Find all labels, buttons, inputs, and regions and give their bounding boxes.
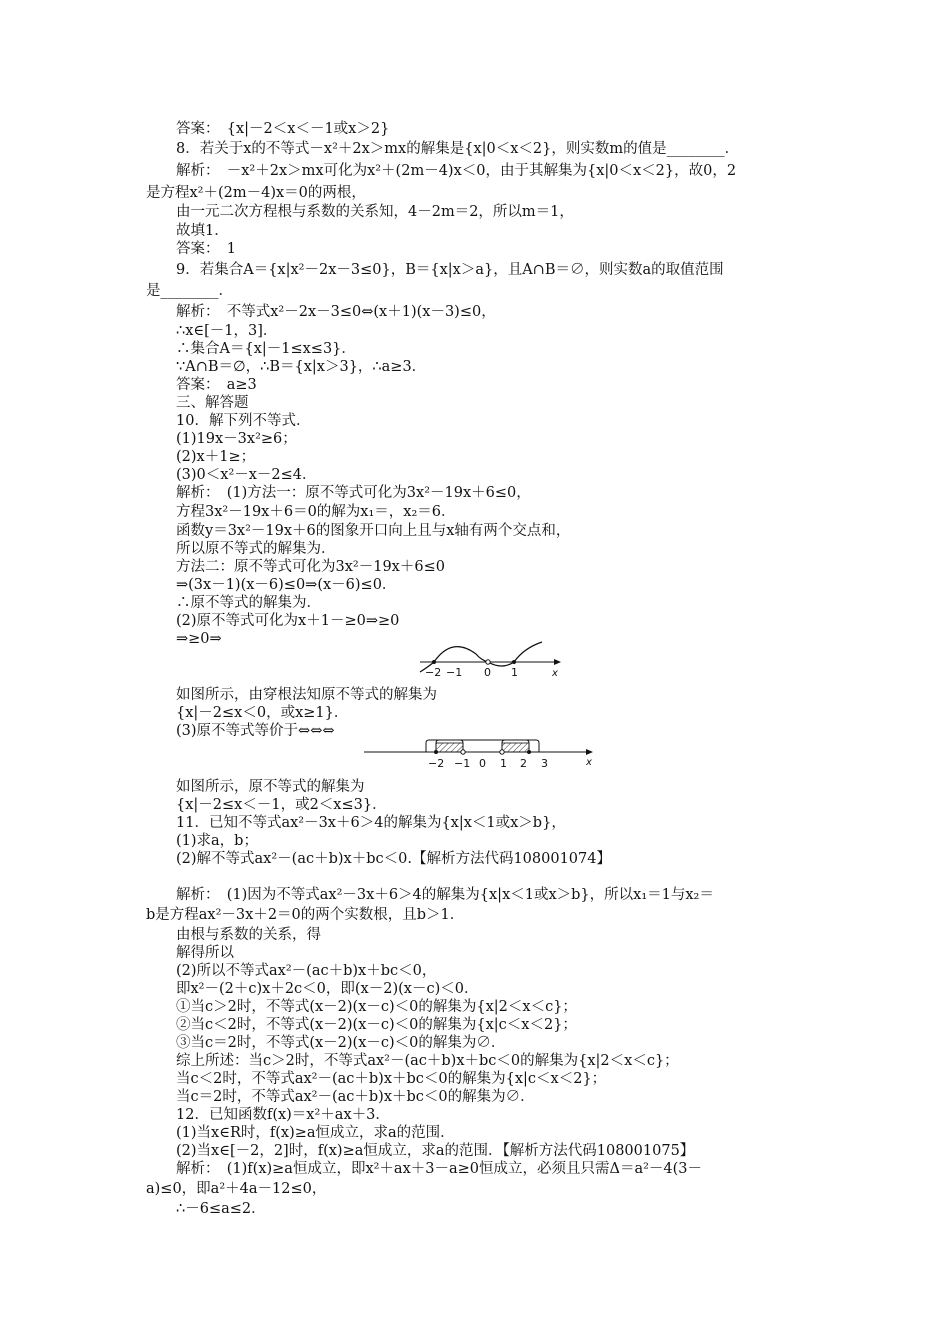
text-line: ∴x∈[－1，3]．	[176, 323, 278, 339]
text-line: 故填1．	[176, 223, 229, 239]
shaded-interval	[436, 743, 463, 752]
text-line: 解析： (1)f(x)≥a恒成立，即x²＋ax＋3－a≥0恒成立，必须且只需Δ＝a²－4(3－	[176, 1161, 703, 1177]
text-line: 函数y＝3x²－19x＋6的图象开口向上且与x轴有两个交点和，	[176, 523, 571, 539]
text-line: 综上所述：当c＞2时，不等式ax²－(ac＋b)x＋bc＜0的解集为{x|2＜x＜c}；	[176, 1053, 679, 1069]
text-line: 解析： －x²＋2x＞mx可化为x²＋(2m－4)x＜0，由于其解集为{x|0＜x＜2}，故0，2	[176, 163, 737, 179]
text-line: (2)所以不等式ax²－(ac＋b)x＋bc＜0，	[176, 963, 437, 979]
fig2-tick-label: 0	[479, 757, 486, 770]
text-line: (1)当x∈R时，f(x)≥a恒成立，求a的范围．	[176, 1125, 455, 1141]
text-line: 8．若关于x的不等式－x²＋2x＞mx的解集是{x|0＜x＜2}，则实数m的值是________．	[176, 141, 740, 157]
fig2-tick-label: 1	[500, 757, 507, 770]
fig1-axis-label: x	[552, 668, 558, 679]
text-line: 9．若集合A＝{x|x²－2x－3≤0}，B＝{x|x＞a}，且A∩B＝∅，则实数a的取值范围	[176, 262, 724, 278]
text-line: 答案： {x|－2＜x＜－1或x＞2}	[176, 121, 390, 137]
fig1-tick-label: 1	[511, 666, 518, 679]
text-line: ③当c＝2时，不等式(x－2)(x－c)＜0的解集为∅．	[176, 1035, 506, 1051]
text-line: 12．已知函数f(x)＝x²＋ax＋3．	[176, 1107, 390, 1123]
text-line: (2)解不等式ax²－(ac＋b)x＋bc＜0.【解析方法代码108001074】	[176, 851, 611, 867]
text-line: 如图所示，由穿根法知原不等式的解集为	[176, 687, 437, 703]
text-line: ∵A∩B＝∅，∴B＝{x|x＞3}，∴a≥3．	[176, 359, 427, 375]
text-line: {x|－2≤x＜0，或x≥1}．	[176, 705, 349, 721]
fig2-axis-label: x	[586, 757, 592, 768]
text-line: 解析： (1)因为不等式ax²－3x＋6＞4的解集为{x|x＜1或x＞b}，所以x₁＝1与x₂＝	[176, 887, 714, 903]
text-line: {x|－2≤x＜－1，或2＜x≤3}．	[176, 797, 387, 813]
fig2-tick-label: −1	[454, 757, 471, 770]
text-line: (2)原不等式可化为x＋1－≥0⇒≥0	[176, 613, 400, 629]
text-line: 方程3x²－19x＋6＝0的解为x₁＝，x₂＝6．	[176, 504, 456, 520]
fig2-tick-label: 3	[541, 757, 548, 770]
text-line: (3)原不等式等价于⇔⇔⇔	[176, 723, 335, 739]
text-line: 三、解答题	[176, 395, 249, 411]
text-line: 方法二：原不等式可化为3x²－19x＋6≤0	[176, 559, 445, 575]
text-line: ∴集合A＝{x|－1≤x≤3}．	[176, 341, 356, 357]
text-line: 是________．	[146, 283, 233, 299]
text-line: 由一元二次方程根与系数的关系知，4－2m＝2，所以m＝1，	[176, 204, 574, 220]
text-line: (2)x＋1≥；	[176, 449, 256, 465]
text-line: (1)19x－3x²≥6；	[176, 431, 297, 447]
text-line: b是方程ax²－3x＋2＝0的两个实数根，且b＞1．	[146, 907, 465, 923]
fig2-tick-label: 2	[520, 757, 527, 770]
text-line: 即x²－(2＋c)x＋2c＜0，即(x－2)(x－c)＜0．	[176, 981, 479, 997]
number-line-figure	[360, 735, 600, 771]
text-line: (2)当x∈[－2，2]时，f(x)≥a恒成立，求a的范围．【解析方法代码108001075】	[176, 1143, 695, 1159]
text-line: 答案： 1	[176, 241, 236, 257]
text-line: 解得所以	[176, 945, 234, 961]
text-line: 是方程x²＋(2m－4)x＝0的两根，	[146, 185, 366, 201]
text-line: ∴原不等式的解集为．	[176, 595, 321, 611]
text-line: ②当c＜2时，不等式(x－2)(x－c)＜0的解集为{x|c＜x＜2}；	[176, 1017, 577, 1033]
text-line: 答案： a≥3	[176, 377, 257, 393]
root-threading-figure	[418, 636, 568, 680]
text-line: 解析： 不等式x²－2x－3≤0⇔(x＋1)(x－3)≤0，	[176, 304, 496, 320]
fig1-tick-label: −2	[425, 666, 442, 679]
fig1-tick-label: 0	[484, 666, 491, 679]
text-line: 由根与系数的关系，得	[176, 927, 321, 943]
text-line: 当c＜2时，不等式ax²－(ac＋b)x＋bc＜0的解集为{x|c＜x＜2}；	[176, 1071, 607, 1087]
fig1-tick-label: −1	[446, 666, 463, 679]
text-line: a)≤0，即a²＋4a－12≤0，	[146, 1181, 327, 1197]
shaded-interval	[502, 743, 529, 752]
text-line: ①当c＞2时，不等式(x－2)(x－c)＜0的解集为{x|2＜x＜c}；	[176, 999, 577, 1015]
text-line: 当c＝2时，不等式ax²－(ac＋b)x＋bc＜0的解集为∅．	[176, 1089, 535, 1105]
text-line: 10．解下列不等式．	[176, 413, 311, 429]
text-line: 所以原不等式的解集为．	[176, 541, 336, 557]
text-line: 11．已知不等式ax²－3x＋6＞4的解集为{x|x＜1或x＞b}，	[176, 815, 566, 831]
text-line: (3)0＜x²－x－2≤4．	[176, 467, 317, 483]
fig2-tick-label: −2	[428, 757, 445, 770]
text-line: 解析： (1)方法一：原不等式可化为3x²－19x＋6≤0，	[176, 485, 531, 501]
text-line: 如图所示，原不等式的解集为	[176, 779, 365, 795]
text-line: ∴－6≤a≤2．	[176, 1201, 266, 1217]
text-line: ⇒(3x－1)(x－6)≤0⇒(x－6)≤0．	[176, 577, 397, 593]
text-line: ⇒≥0⇒	[176, 631, 222, 647]
text-line: (1)求a，b；	[176, 833, 258, 849]
